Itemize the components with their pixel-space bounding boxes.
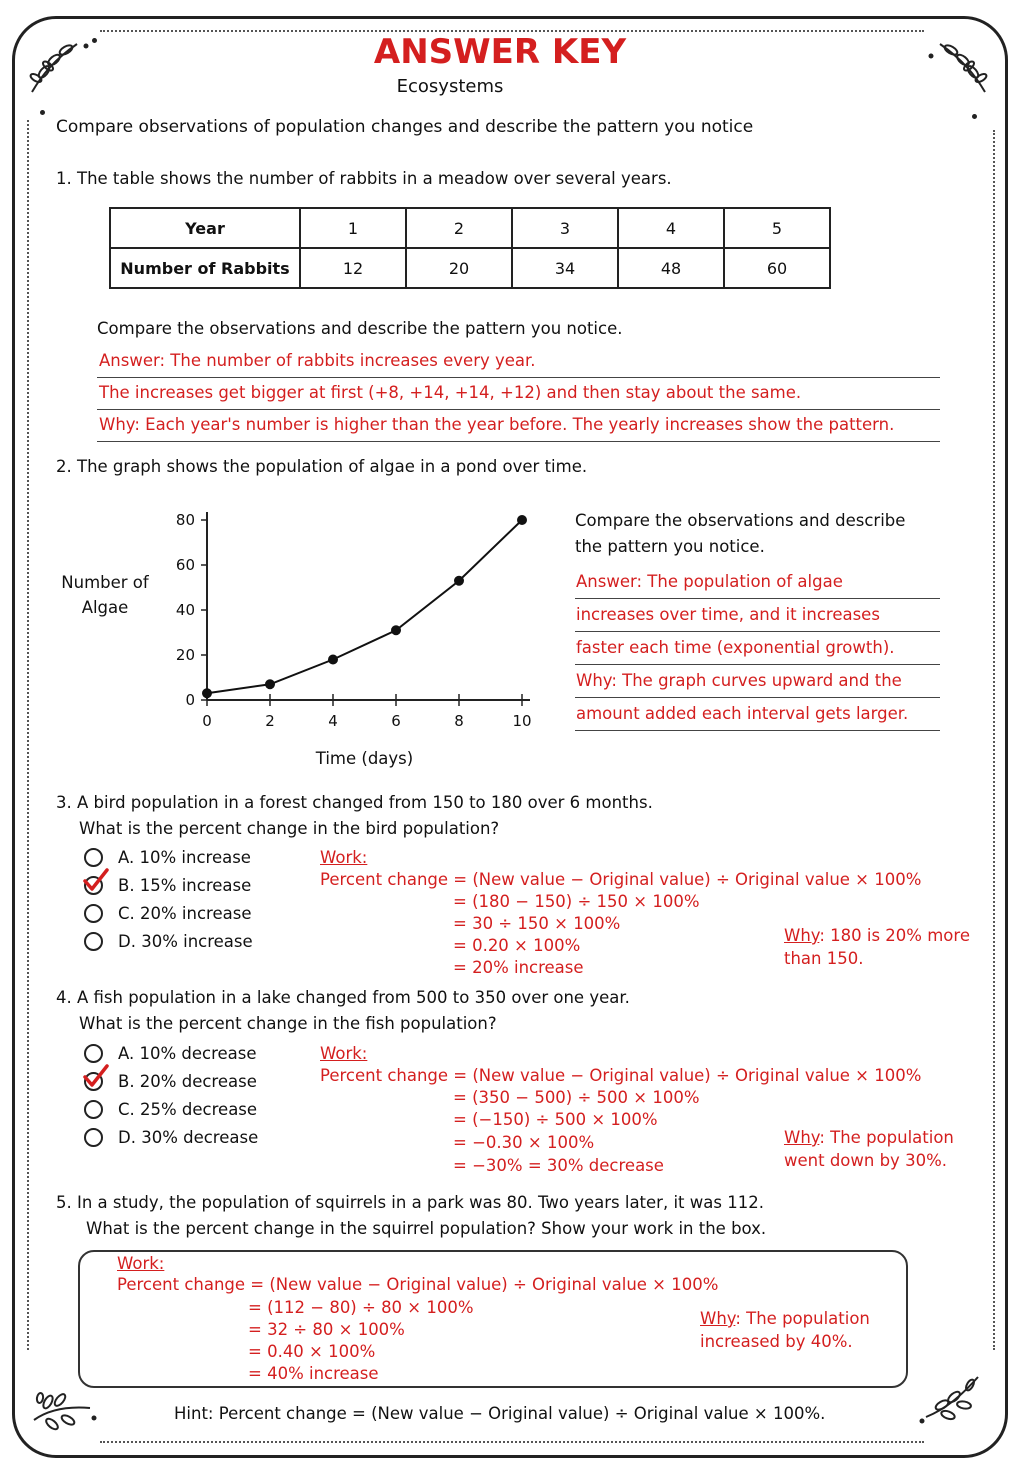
option-label: D. 30% decrease [118,1128,259,1147]
table-cell: 12 [300,248,406,288]
work-label: Work: [320,1044,368,1063]
y-tick-label: 40 [175,601,195,619]
why-line: went down by 30%. [784,1151,947,1170]
hint-text: Hint: Percent change = (New value − Original value) ÷ Original value × 100%. [174,1404,826,1423]
answer-rule [97,409,940,410]
table-row-header: Year [110,208,300,248]
table-cell: 60 [724,248,830,288]
work-label: Work: [117,1254,165,1273]
red-checkmark-icon [80,866,110,896]
option-label: C. 25% decrease [118,1100,258,1119]
why-line: increased by 40%. [700,1332,853,1351]
work-formula: Percent change = (New value − Original value) ÷ Original value × 100% [320,870,922,889]
answer-rule [575,664,940,665]
answer-rule [575,598,940,599]
dotted-border-right [993,130,995,1350]
work-step: = −30% = 30% decrease [453,1156,664,1175]
answer-rule [575,697,940,698]
y-tick-label: 0 [185,691,195,709]
q4-prompt: 4. A fish population in a lake changed from 500 to 350 over one year. [56,988,630,1007]
q2-answer-line: faster each time (exponential growth). [576,638,895,657]
page-subtitle: Ecosystems [396,76,504,97]
work-formula: Percent change = (New value − Original value) ÷ Original value × 100% [320,1066,922,1085]
page-title: ANSWER KEY [373,32,627,72]
why-label: Why [784,1128,820,1147]
work-formula: Percent change = (New value − Original value) ÷ Original value × 100% [117,1275,719,1294]
work-step: = (350 − 500) ÷ 500 × 100% [453,1088,700,1107]
x-tick-label: 8 [454,712,464,730]
work-step: = −0.30 × 100% [453,1133,595,1152]
why-label: Why [784,926,820,945]
table-cell: 1 [300,208,406,248]
y-tick-label: 60 [175,556,195,574]
ornament-dot [972,114,977,119]
data-point [391,625,401,635]
work-step: = (−150) ÷ 500 × 100% [453,1110,658,1129]
option-c-radio[interactable] [84,1100,103,1119]
q2-instruction-line: the pattern you notice. [575,537,765,556]
q1-prompt: 1. The table shows the number of rabbits in a meadow over several years. [56,169,672,188]
work-step: = (112 − 80) ÷ 80 × 100% [248,1298,474,1317]
table-cell: 48 [618,248,724,288]
data-point [517,515,527,525]
option-a-radio[interactable] [84,1044,103,1063]
q2-prompt: 2. The graph shows the population of algae in a pond over time. [56,457,588,476]
table-cell: 5 [724,208,830,248]
option-d-radio[interactable] [84,932,103,951]
answer-rule [575,631,940,632]
y-axis-label: Algae [81,598,129,617]
y-axis-label: Number of [61,573,149,592]
table-row [110,248,830,288]
x-tick-label: 0 [202,712,212,730]
intro-text: Compare observations of population changes and describe the pattern you notice [56,117,754,137]
why-text [784,926,970,945]
table-row-header: Number of Rabbits [110,248,300,288]
work-step: = (180 − 150) ÷ 150 × 100% [453,892,700,911]
q1-answer-line: The increases get bigger at first (+8, +14, +14, +12) and then stay about the same. [99,383,802,402]
q5-prompt: What is the percent change in the squirrel population? Show your work in the box. [86,1219,767,1238]
x-axis-label: Time (days) [315,749,414,768]
work-step: = 0.20 × 100% [453,936,581,955]
q3-prompt: 3. A bird population in a forest changed from 150 to 180 over 6 months. [56,793,653,812]
red-checkmark-icon [80,1062,110,1092]
option-label: B. 20% decrease [118,1072,257,1091]
q5-prompt: 5. In a study, the population of squirrels in a park was 80. Two years later, it was 112. [56,1193,764,1212]
x-tick-label: 2 [265,712,275,730]
table-row [110,208,830,248]
option-a-radio[interactable] [84,848,103,867]
data-point [265,679,275,689]
why-text [700,1309,870,1328]
dotted-border-left [27,120,29,1350]
algae-line-chart [50,500,560,780]
table-cell: 2 [406,208,512,248]
q4-prompt: What is the percent change in the fish population? [79,1014,497,1033]
why-line: : 180 is 20% more [819,926,970,945]
q2-answer-line: amount added each interval gets larger. [576,704,909,723]
y-tick-label: 20 [175,646,195,664]
rabbit-table [109,207,831,289]
series-line [207,520,522,693]
why-line: than 150. [784,949,864,968]
table-cell: 4 [618,208,724,248]
why-text [784,1128,954,1147]
data-point [454,576,464,586]
answer-rule [97,441,940,442]
q1-answer-line: Why: Each year's number is higher than the year before. The yearly increases show the pattern. [99,415,895,434]
option-c-radio[interactable] [84,904,103,923]
option-label: B. 15% increase [118,876,252,895]
leaf-sprig-icon [918,1365,988,1435]
q3-prompt: What is the percent change in the bird population? [79,819,500,838]
table-cell: 20 [406,248,512,288]
q2-instruction-line: Compare the observations and describe [575,511,906,530]
x-tick-label: 4 [328,712,338,730]
work-step: = 32 ÷ 80 × 100% [248,1320,405,1339]
q1-answer-line: Answer: The number of rabbits increases every year. [99,351,536,370]
ornament-dot [40,110,45,115]
answer-rule [575,730,940,731]
x-tick-label: 10 [512,712,532,730]
work-step: = 40% increase [248,1364,379,1383]
table-cell: 34 [512,248,618,288]
data-point [328,655,338,665]
option-d-radio[interactable] [84,1128,103,1147]
q2-answer-line: Why: The graph curves upward and the [576,671,902,690]
why-line: : The population [819,1128,954,1147]
q2-answer-line: increases over time, and it increases [576,605,880,624]
why-line: : The population [735,1309,870,1328]
q1-instruction: Compare the observations and describe the pattern you notice. [97,319,623,338]
answer-rule [97,377,940,378]
option-label: A. 10% decrease [118,1044,257,1063]
work-step: = 0.40 × 100% [248,1342,376,1361]
x-tick-label: 6 [391,712,401,730]
table-cell: 3 [512,208,618,248]
option-label: C. 20% increase [118,904,252,923]
work-label: Work: [320,848,368,867]
work-step: = 20% increase [453,958,584,977]
dotted-border-bottom [100,1441,924,1443]
option-label: D. 30% increase [118,932,253,951]
q2-answer-line: Answer: The population of algae [576,572,843,591]
y-tick-label: 80 [175,511,195,529]
why-label: Why [700,1309,736,1328]
data-point [202,688,212,698]
option-label: A. 10% increase [118,848,251,867]
work-step: = 30 ÷ 150 × 100% [453,914,621,933]
